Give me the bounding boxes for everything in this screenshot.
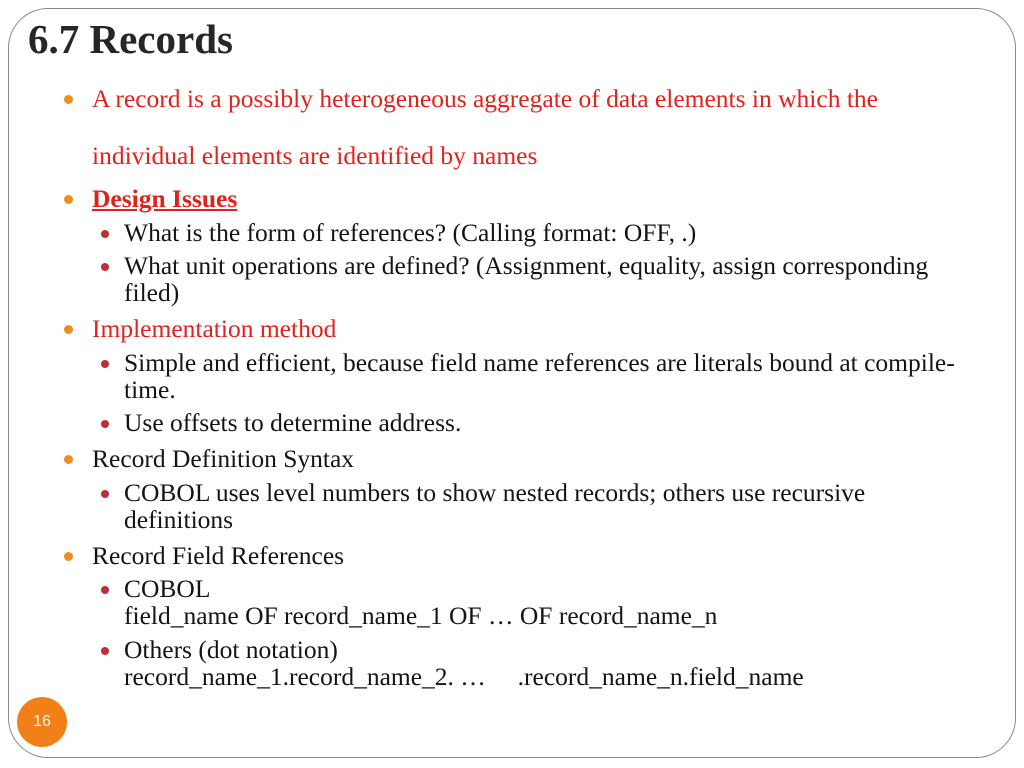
sub-bullet-text-line: COBOL uses level numbers to show nested records; others use recursive (124, 477, 866, 507)
sub-bullet-text-line: filed) (124, 278, 180, 307)
bullet-dot-icon (64, 552, 73, 561)
sub-bullet-form-of-references (0, 219, 1024, 246)
sub-bullet-dot-icon (101, 263, 109, 271)
sub-bullet-dot-icon (101, 490, 109, 498)
sub-bullet-text-line: definitions (124, 504, 234, 534)
bullet-dot-icon (64, 195, 73, 204)
bullet-text-line: A record is a possibly heterogeneous aggregate of data elements in which the (92, 84, 878, 113)
design-issues-heading: Design Issues (92, 184, 238, 213)
sub-bullet-unit-operations (0, 252, 1024, 306)
slide-title: 6.7 Records (28, 16, 233, 62)
bullet-dot-icon (64, 455, 73, 464)
bullet-record-definition-syntax (0, 445, 1024, 472)
code-example-line: field_name OF record_name_1 OF … OF record_name_n (124, 601, 718, 630)
bullet-design-issues (0, 185, 1024, 212)
bullet-text-line: individual elements are identified by names (92, 141, 538, 170)
sub-bullet-cobol-syntax (0, 575, 1024, 629)
bullet-record-field-references (0, 542, 1024, 569)
slide-body (0, 70, 1024, 690)
sub-bullet-text-line: time. (124, 374, 176, 404)
sub-bullet-dot-icon (101, 360, 109, 368)
page-number: 16 (33, 713, 51, 730)
sub-bullet-text-line: What is the form of references? (Calling format: OFF, .) (124, 217, 697, 247)
bullet-implementation-method (0, 315, 1024, 342)
page-number-badge (17, 697, 67, 747)
sub-bullet-text-line: What unit operations are defined? (Assignment, equality, assign corresponding (124, 251, 929, 280)
bullet-text-line: Implementation method (92, 314, 337, 343)
bullet-dot-icon (64, 95, 73, 104)
bullet-text-line: Record Field References (92, 540, 345, 570)
bullet-text-line (92, 185, 1024, 212)
sub-bullet-dot-icon (101, 647, 109, 655)
sub-bullet-dot-icon (101, 230, 109, 238)
bullet-record-definition (0, 70, 1024, 184)
sub-bullet-text-line: Simple and efficient, because field name references are literals bound at compile- (124, 347, 955, 377)
sub-bullet-text-line: Use offsets to determine address. (124, 408, 462, 437)
sub-bullet-dot-notation (0, 636, 1024, 690)
bullet-dot-icon (64, 325, 73, 334)
sub-bullet-text-line: Others (dot notation) (124, 634, 338, 664)
sub-bullet-cobol-level-numbers (0, 479, 1024, 533)
sub-bullet-use-offsets (0, 409, 1024, 436)
sub-bullet-simple-efficient (0, 349, 1024, 403)
code-example-line: record_name_1.record_name_2. … .record_name_n.field_name (124, 661, 804, 691)
sub-bullet-text-line: COBOL (124, 574, 211, 603)
sub-bullet-dot-icon (101, 420, 109, 428)
sub-bullet-dot-icon (101, 586, 109, 594)
bullet-text-line: Record Definition Syntax (92, 444, 355, 473)
